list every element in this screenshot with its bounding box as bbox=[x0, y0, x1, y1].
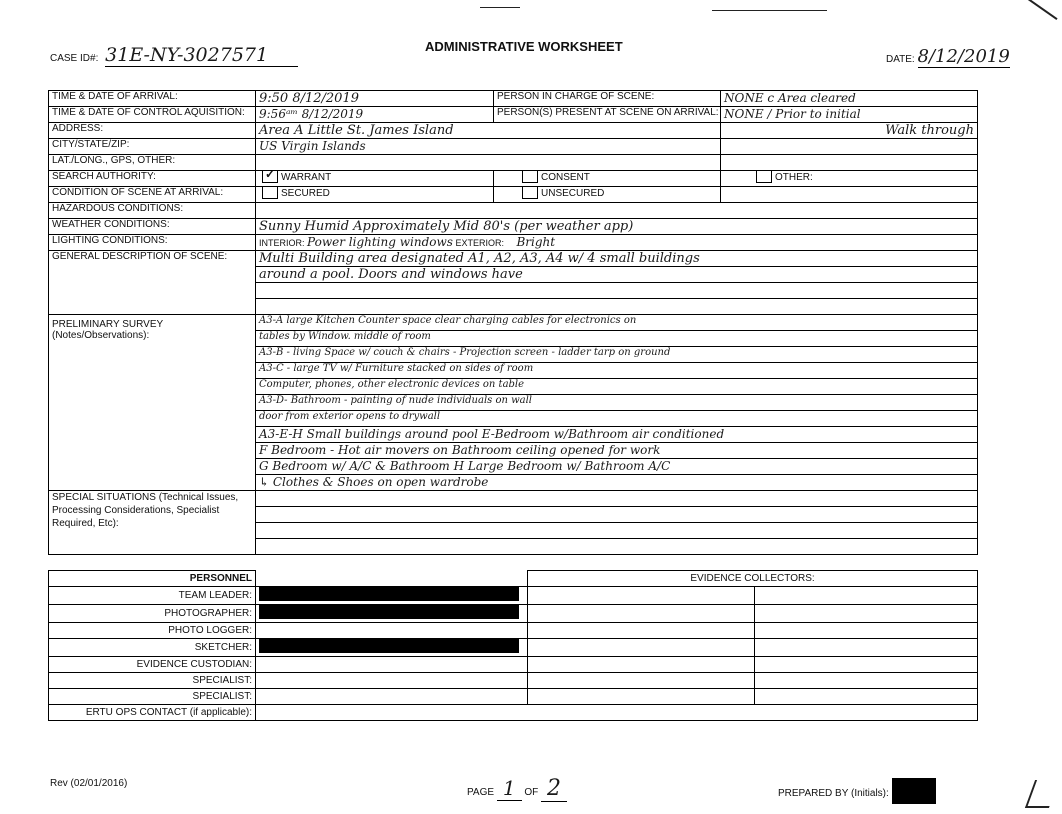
empty-cell bbox=[755, 639, 978, 657]
city-label: CITY/STATE/ZIP: bbox=[49, 139, 256, 155]
personnel-table bbox=[48, 570, 978, 721]
empty-cell bbox=[256, 673, 528, 689]
scan-artifact-line bbox=[480, 7, 520, 8]
table-row bbox=[49, 91, 978, 107]
control-label: TIME & DATE OF CONTROL AQUISITION: bbox=[49, 107, 256, 123]
latlong-label: LAT./LONG., GPS, OTHER: bbox=[49, 155, 256, 171]
empty-cell bbox=[528, 657, 755, 673]
special-label: SPECIAL SITUATIONS (Technical Issues, Processing Considerations, Specialist Required, Etc): bbox=[49, 491, 256, 555]
other-checkbox[interactable] bbox=[756, 171, 772, 184]
prelim-line: Computer, phones, other electronic devices on table bbox=[256, 379, 978, 395]
special-line bbox=[256, 539, 978, 555]
personnel-role: SPECIALIST: bbox=[49, 673, 256, 689]
secured-label: SECURED bbox=[281, 188, 330, 200]
table-row bbox=[49, 251, 978, 267]
redacted-name bbox=[256, 605, 528, 623]
special-line bbox=[256, 507, 978, 523]
prelim-line: G Bedroom w/ A/C & Bathroom H Large Bedroom w/ Bathroom A/C bbox=[256, 459, 978, 475]
empty-cell bbox=[528, 605, 755, 623]
page-title: ADMINISTRATIVE WORKSHEET bbox=[425, 39, 623, 54]
general-line-3 bbox=[256, 283, 978, 299]
table-row bbox=[49, 219, 978, 235]
prelim-line: A3-D- Bathroom - painting of nude individuals on wall bbox=[256, 395, 978, 411]
address-value: Area A Little St. James Island bbox=[256, 123, 721, 139]
persons-present-value-2: Walk through bbox=[721, 123, 978, 139]
table-row bbox=[49, 623, 978, 639]
prelim-line: door from exterior opens to drywall bbox=[256, 411, 978, 427]
empty-cell bbox=[528, 623, 755, 639]
redacted-name bbox=[256, 639, 528, 657]
personnel-role: PHOTOGRAPHER: bbox=[49, 605, 256, 623]
weather-label: WEATHER CONDITIONS: bbox=[49, 219, 256, 235]
personnel-role: SPECIALIST: bbox=[49, 689, 256, 705]
interior-value: Power lighting windows bbox=[307, 235, 453, 249]
scan-corner-mark bbox=[1025, 780, 1059, 808]
personnel-role: PHOTO LOGGER: bbox=[49, 623, 256, 639]
arrival-label: TIME & DATE OF ARRIVAL: bbox=[49, 91, 256, 107]
general-label: GENERAL DESCRIPTION OF SCENE: bbox=[49, 251, 256, 315]
table-row bbox=[49, 605, 978, 623]
condition-label: CONDITION OF SCENE AT ARRIVAL: bbox=[49, 187, 256, 203]
prepared-by bbox=[778, 778, 936, 804]
table-row bbox=[49, 705, 978, 721]
prelim-line: A3-A large Kitchen Counter space clear charging cables for electronics on bbox=[256, 315, 978, 331]
prelim-line: tables by Window. middle of room bbox=[256, 331, 978, 347]
prelim-line: A3-B - living Space w/ couch & chairs - Projection screen - ladder tarp on ground bbox=[256, 347, 978, 363]
search-label: SEARCH AUTHORITY: bbox=[49, 171, 256, 187]
persons-present-label: PERSON(S) PRESENT AT SCENE ON ARRIVAL: bbox=[494, 107, 721, 123]
weather-value: Sunny Humid Approximately Mid 80's (per weather app) bbox=[256, 219, 978, 235]
lighting-label: LIGHTING CONDITIONS: bbox=[49, 235, 256, 251]
empty-cell bbox=[528, 587, 755, 605]
general-line-4 bbox=[256, 299, 978, 315]
table-row bbox=[49, 203, 978, 219]
unsecured-checkbox[interactable] bbox=[522, 187, 538, 200]
revision: Rev (02/01/2016) bbox=[50, 778, 128, 789]
empty-cell bbox=[256, 705, 978, 721]
empty-cell bbox=[755, 657, 978, 673]
case-id bbox=[50, 44, 298, 66]
table-row bbox=[49, 139, 978, 155]
secured-checkbox[interactable] bbox=[262, 187, 278, 200]
person-charge-label: PERSON IN CHARGE OF SCENE: bbox=[494, 91, 721, 107]
empty-cell bbox=[721, 155, 978, 171]
prelim-label-2: (Notes/Observations): bbox=[52, 330, 150, 341]
arrival-value: 9:50 8/12/2019 bbox=[256, 91, 494, 107]
of-label: OF bbox=[524, 787, 539, 798]
page-value: 1 bbox=[497, 776, 522, 801]
table-row bbox=[49, 587, 978, 605]
empty-cell bbox=[755, 587, 978, 605]
table-row bbox=[49, 491, 978, 507]
table-row bbox=[49, 689, 978, 705]
date-label: DATE: bbox=[886, 54, 915, 65]
empty-cell bbox=[256, 689, 528, 705]
consent-label: CONSENT bbox=[541, 172, 590, 184]
table-row bbox=[49, 673, 978, 689]
exterior-value: Bright bbox=[516, 235, 556, 249]
consent-checkbox[interactable] bbox=[522, 171, 538, 184]
unsecured-label: UNSECURED bbox=[541, 188, 605, 200]
special-line bbox=[256, 491, 978, 507]
latlong-value bbox=[256, 155, 721, 171]
hazardous-value bbox=[256, 203, 978, 219]
evidence-collectors-header: EVIDENCE COLLECTORS: bbox=[528, 571, 978, 587]
empty-cell bbox=[755, 623, 978, 639]
control-value: 9:56ᵃᵐ 8/12/2019 bbox=[256, 107, 494, 123]
scan-artifact-line bbox=[712, 10, 827, 11]
prepared-label: PREPARED BY (Initials): bbox=[778, 788, 889, 799]
scan-corner-mark bbox=[1006, 0, 1057, 45]
table-row bbox=[49, 107, 978, 123]
prelim-line: A3-E-H Small buildings around pool E-Bedroom w/Bathroom air conditioned bbox=[256, 427, 978, 443]
case-id-label: CASE ID#: bbox=[50, 53, 99, 64]
of-value: 2 bbox=[541, 776, 567, 802]
empty-cell bbox=[755, 689, 978, 705]
personnel-role: TEAM LEADER: bbox=[49, 587, 256, 605]
address-label: ADDRESS: bbox=[49, 123, 256, 139]
table-row bbox=[49, 571, 978, 587]
empty-cell bbox=[755, 673, 978, 689]
case-id-value: 31E-NY-3027571 bbox=[105, 44, 298, 67]
empty-cell bbox=[721, 187, 978, 203]
empty-cell bbox=[528, 639, 755, 657]
general-line-2: around a pool. Doors and windows have bbox=[256, 267, 978, 283]
prelim-line: A3-C - large TV w/ Furniture stacked on sides of room bbox=[256, 363, 978, 379]
table-row bbox=[49, 123, 978, 139]
prelim-label: PRELIMINARY SURVEY bbox=[52, 319, 164, 330]
page-number bbox=[467, 776, 567, 801]
personnel-header: PERSONNEL bbox=[49, 571, 256, 587]
empty-cell bbox=[256, 657, 528, 673]
page-label: PAGE bbox=[467, 787, 495, 798]
empty-cell bbox=[528, 689, 755, 705]
redacted-initials bbox=[892, 778, 936, 804]
warrant-label: WARRANT bbox=[281, 172, 332, 184]
prelim-label-cell bbox=[49, 315, 256, 491]
redacted-name bbox=[256, 587, 528, 605]
empty-cell bbox=[256, 571, 528, 587]
personnel-role: EVIDENCE CUSTODIAN: bbox=[49, 657, 256, 673]
warrant-checkbox[interactable] bbox=[262, 171, 278, 184]
personnel-role: ERTU OPS CONTACT (if applicable): bbox=[49, 705, 256, 721]
interior-label: INTERIOR: bbox=[259, 238, 305, 248]
date bbox=[886, 46, 1010, 67]
empty-cell bbox=[256, 623, 528, 639]
empty-cell bbox=[721, 139, 978, 155]
general-line-1: Multi Building area designated A1, A2, A3, A4 w/ 4 small buildings bbox=[256, 251, 978, 267]
date-value: 8/12/2019 bbox=[917, 46, 1010, 67]
table-row bbox=[49, 155, 978, 171]
table-row bbox=[49, 657, 978, 673]
other-label: OTHER: bbox=[775, 172, 813, 184]
prelim-line: ↳ Clothes & Shoes on open wardrobe bbox=[256, 475, 978, 491]
prelim-line: F Bedroom - Hot air movers on Bathroom ceiling opened for work bbox=[256, 443, 978, 459]
table-row bbox=[49, 171, 978, 187]
table-row bbox=[49, 315, 978, 331]
person-charge-value: NONE c Area cleared bbox=[721, 91, 978, 107]
table-row bbox=[49, 639, 978, 657]
table-row bbox=[49, 235, 978, 251]
personnel-role: SKETCHER: bbox=[49, 639, 256, 657]
table-row bbox=[49, 187, 978, 203]
empty-cell bbox=[755, 605, 978, 623]
city-value: US Virgin Islands bbox=[256, 139, 721, 155]
exterior-label: EXTERIOR: bbox=[455, 238, 504, 248]
hazardous-label: HAZARDOUS CONDITIONS: bbox=[49, 203, 256, 219]
worksheet-table bbox=[48, 90, 978, 555]
persons-present-value: NONE / Prior to initial bbox=[721, 107, 978, 123]
empty-cell bbox=[528, 673, 755, 689]
special-line bbox=[256, 523, 978, 539]
